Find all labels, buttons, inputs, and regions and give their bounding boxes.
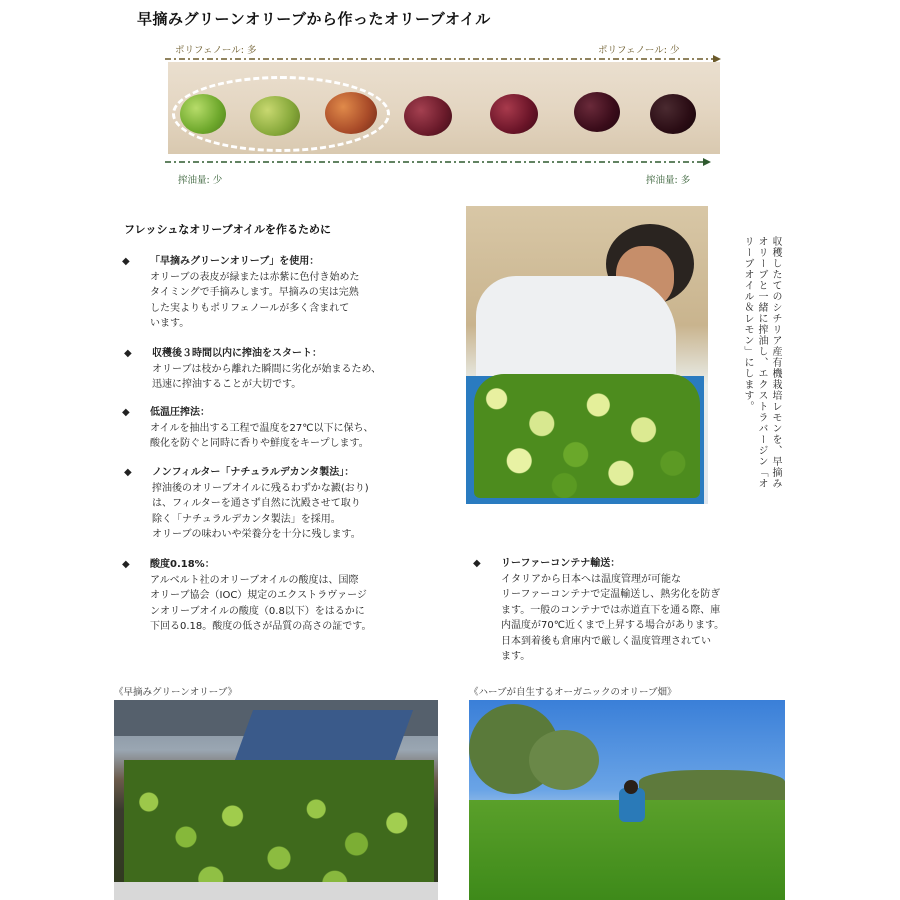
bin-edge xyxy=(114,882,438,900)
olives-pile xyxy=(124,760,434,900)
olive-black-1 xyxy=(574,92,620,132)
page-title: 早摘みグリーンオリーブから作ったオリーブオイル xyxy=(137,10,491,28)
diamond-icon: ◆ xyxy=(122,559,130,570)
yield-high-label: 搾油量: 多 xyxy=(646,175,691,186)
limes-pile xyxy=(474,374,700,498)
bullet-3hours: ◆ 収穫後３時間以内に搾油をスタート： オリーブは枝から離れた瞬間に劣化が始まるため、 迅速に搾油することが大切です。 xyxy=(124,348,382,390)
diamond-icon: ◆ xyxy=(122,256,130,267)
lemon-oil-vertical-text: 収穫したてのシチリア産有機栽培レモンを、早摘みオリーブと一緒に搾油し、エクストラバージン「オリーブオイル＆レモン」にします。 xyxy=(742,236,781,489)
caption-organic-farm: 《ハーブが自生するオーガニックのオリーブ畑》 xyxy=(469,687,677,698)
organic-olive-farm-photo xyxy=(469,700,785,900)
diamond-icon: ◆ xyxy=(473,558,481,569)
olive-ripeness-photo xyxy=(168,62,720,154)
olive-tree-mid xyxy=(529,730,599,790)
bullet-cold-press: ◆ 低温圧搾法： オイルを抽出する工程で温度を27℃以下に保ち、 酸化を防ぐと同時に香りや鮮度をキープします。 xyxy=(122,407,374,449)
bullet-acidity: ◆ 酸度0.18%： アルベルト社のオリーブオイルの酸度は、国際 オリーブ協会（IOC）規定のエクストラヴァージ ンオリーブオイルの酸度（0.8以下）をはるかに 下回る0.18。酸度の低さが品質の高さの証です。 xyxy=(122,559,372,632)
bullet-green-olive: ◆ 「早摘みグリーンオリーブ」を使用： オリーブの表皮が緑または赤紫に色付き始めた タイミングで手摘みします。早摘みの実は完熟 した実よりもポリフェノールが多く含まれて います。 xyxy=(122,256,360,329)
diamond-icon: ◆ xyxy=(124,467,132,478)
olive-purple-2 xyxy=(490,94,538,134)
polyphenol-high-label: ポリフェノール: 多 xyxy=(175,45,257,56)
lemon-worker-photo xyxy=(466,206,708,504)
green-olives-harvest-photo xyxy=(114,700,438,900)
conveyor xyxy=(235,710,413,760)
yield-arrow xyxy=(165,157,725,167)
bullet-non-filter: ◆ ノンフィルター「ナチュラルデカンタ製法」： 搾油後のオリーブオイルに残るわずかな澱(おり) は、フィルターを通さず自然に沈殿させて取り 除く「ナチュラルデカンタ製法」を採用。 オリーブの味わいや栄養分を十分に残します。 xyxy=(124,467,369,540)
diamond-icon: ◆ xyxy=(124,348,132,359)
highlight-ellipse xyxy=(172,76,390,152)
olive-purple-1 xyxy=(404,96,452,136)
caption-green-olives: 《早摘みグリーンオリーブ》 xyxy=(114,687,238,698)
olive-black-2 xyxy=(650,94,696,134)
farmer-head xyxy=(624,780,638,794)
section-heading: フレッシュなオリーブオイルを作るために xyxy=(124,223,332,236)
bullet-reefer-container: ◆ リーファーコンテナ輸送： イタリアから日本へは温度管理が可能な リーファーコンテナで定温輸送し、熱劣化を防ぎ ます。一般のコンテナでは赤道直下を通る際、庫 内温度が70℃近くまで上昇する場合があります。 日本到着後も倉庫内で厳しく温度管理されてい ます。 xyxy=(473,558,725,662)
polyphenol-low-label: ポリフェノール: 少 xyxy=(598,45,680,56)
yield-low-label: 搾油量: 少 xyxy=(178,175,223,186)
distant-trees xyxy=(639,770,785,800)
diamond-icon: ◆ xyxy=(122,407,130,418)
